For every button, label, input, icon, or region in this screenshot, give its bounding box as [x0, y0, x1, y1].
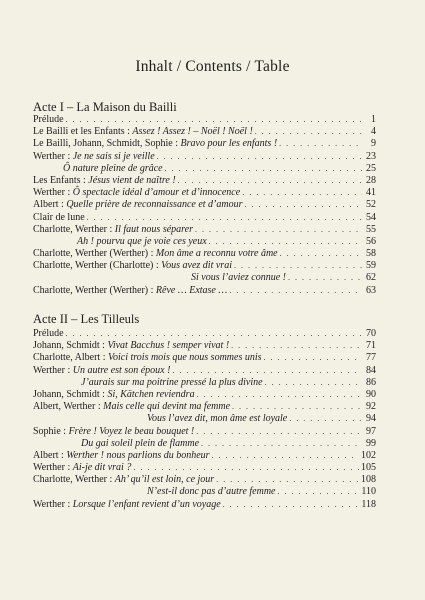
- page-number: 9: [371, 138, 376, 150]
- page-number: 86: [366, 376, 376, 388]
- page-number: 118: [361, 498, 376, 510]
- page-number: 110: [361, 486, 376, 498]
- toc-entry: Charlotte, Werther (Werther) : Rêve … Extase … . . . 63: [33, 285, 376, 297]
- toc-entry: Albert : Werther ! nous parlions du bonheur . . . 102: [33, 450, 376, 462]
- toc-entry: N’est-il donc pas d’autre femme . . . 110: [33, 486, 376, 498]
- toc-entry: Albert : Quelle prière de reconnaissance et d’amour . . . 52: [33, 199, 376, 211]
- toc-entry: Werther : Un autre est son époux ! . . . 84: [33, 365, 376, 377]
- page-number: 102: [361, 449, 376, 461]
- page-number: 71: [366, 340, 376, 352]
- page-number: 77: [366, 352, 376, 364]
- toc-entry: Ah ! pourvu que je voie ces yeux . . . 56: [33, 236, 376, 248]
- act-2-list: [33, 328, 376, 511]
- page-number: 84: [366, 364, 376, 376]
- toc-entry: Charlotte, Werther : Ah’ qu’il est loin, ce jour . . . 108: [33, 474, 376, 486]
- toc-entry: Le Bailli et les Enfants : Assez ! Assez ! – Noël ! Noël ! . . . 4: [33, 126, 376, 138]
- toc-entry: Si vous l’aviez connue ! . . . 62: [33, 272, 376, 284]
- page-number: 1: [371, 114, 376, 125]
- toc-entry: Charlotte, Werther (Charlotte) : Vous avez dit vrai . . . 59: [33, 260, 376, 272]
- toc-entry: J’aurais sur ma poitrine pressé la plus divine . . . 86: [33, 377, 376, 389]
- toc-entry: Vous l’avez dit, mon âme est loyale . . . 94: [33, 413, 376, 425]
- page-number: 28: [366, 174, 376, 186]
- toc-entry: Prélude . . . 70: [33, 328, 376, 340]
- act-1-heading: Acte I – La Maison du Bailli: [33, 100, 177, 114]
- page-number: 59: [366, 260, 376, 272]
- toc-entry: Ô nature pleine de grâce . . . 25: [33, 163, 376, 175]
- toc-entry: Du gai soleil plein de flamme . . . 99: [33, 438, 376, 450]
- page-number: 23: [366, 150, 376, 162]
- page-number: 41: [366, 187, 376, 199]
- toc-entry: Charlotte, Werther : Il faut nous séparer . . . 55: [33, 224, 376, 236]
- toc-entry: Werther : Lorsque l’enfant revient d’un voyage . . . 118: [33, 499, 376, 511]
- toc-entry: Clair de lune . . . 54: [33, 212, 376, 224]
- page-number: 105: [361, 462, 376, 474]
- act-2-heading: Acte II – Les Tilleuls: [33, 312, 140, 326]
- page-number: 4: [371, 126, 376, 138]
- toc-entry: Sophie : Frère ! Voyez le beau bouquet ! . . . 97: [33, 426, 376, 438]
- toc-entry: Charlotte, Albert : Voici trois mois que nous sommes unis . . . 77: [33, 352, 376, 364]
- page-number: 52: [366, 199, 376, 211]
- page-number: 99: [366, 437, 376, 449]
- act-1-list: [33, 114, 376, 297]
- page-number: 25: [366, 162, 376, 174]
- page-number: 63: [366, 284, 376, 296]
- page-number: 92: [366, 401, 376, 413]
- page-number: 70: [366, 328, 376, 339]
- toc-entry: Johann, Schmidt : Vivat Bacchus ! semper vivat ! . . . 71: [33, 340, 376, 352]
- toc-entry: Johann, Schmidt : Si, Kätchen reviendra . . . 90: [33, 389, 376, 401]
- page-number: 108: [361, 474, 376, 486]
- page-number: 54: [366, 211, 376, 223]
- toc-entry: Werther : Ai-je dit vrai ? . . . 105: [33, 462, 376, 474]
- page-number: 90: [366, 388, 376, 400]
- page-number: 97: [366, 425, 376, 437]
- toc-entry: Prélude . . . 1: [33, 114, 376, 126]
- page-number: 55: [366, 223, 376, 235]
- page-number: 56: [366, 235, 376, 247]
- page-title: Inhalt / Contents / Table: [135, 58, 290, 75]
- toc-entry: Albert, Werther : Mais celle qui devint ma femme . . . 92: [33, 401, 376, 413]
- page-number: 94: [366, 413, 376, 425]
- toc-entry: Les Enfants : Jésus vient de naître ! . . . 28: [33, 175, 376, 187]
- page-number: 62: [366, 272, 376, 284]
- toc-entry: Le Bailli, Johann, Schmidt, Sophie : Bravo pour les enfants ! . . . 9: [33, 138, 376, 150]
- toc-entry: Charlotte, Werther (Werther) : Mon âme a reconnu votre âme . . . 58: [33, 248, 376, 260]
- toc-entry: Werther : Ô spectacle idéal d’amour et d’innocence . . . 41: [33, 187, 376, 199]
- page-number: 58: [366, 248, 376, 260]
- toc-entry: Werther : Je ne sais si je veille . . . 23: [33, 151, 376, 163]
